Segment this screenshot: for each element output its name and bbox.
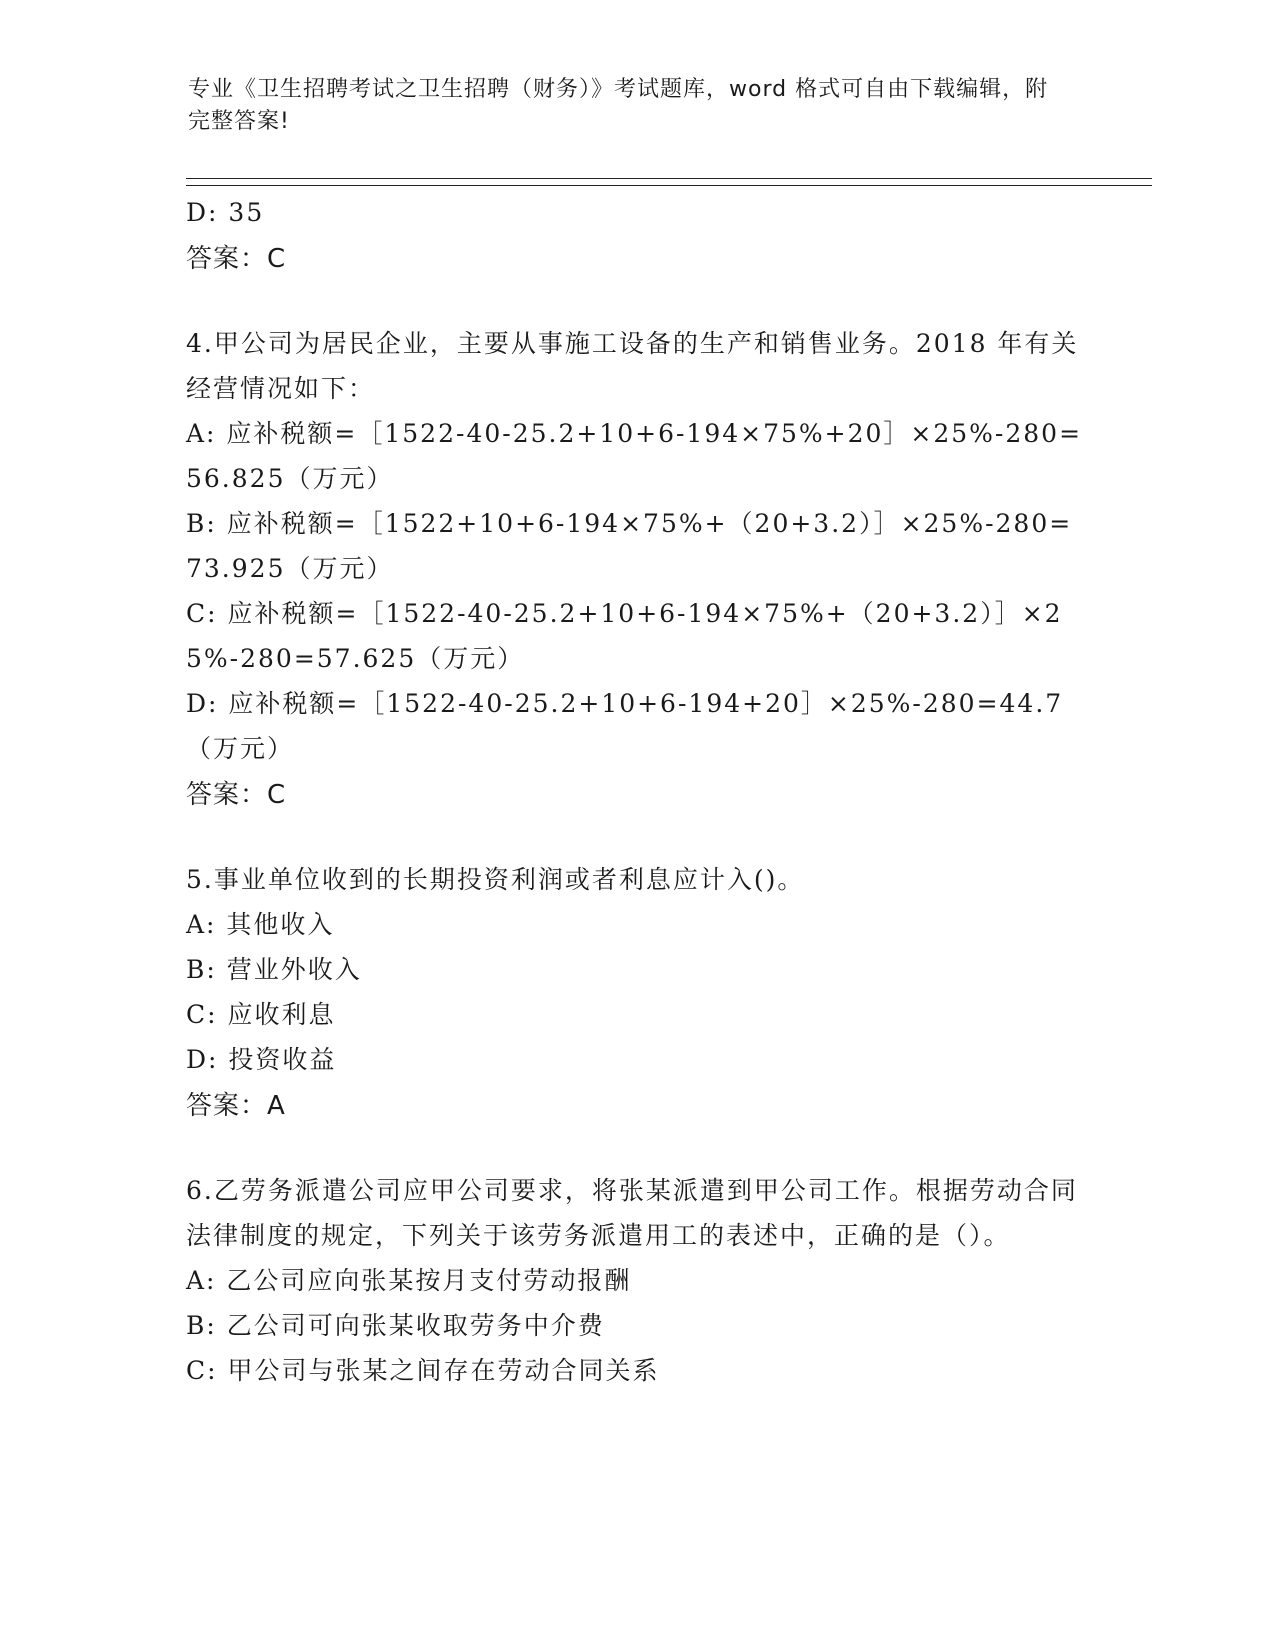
question-stem: 6.乙劳务派遣公司应甲公司要求，将张某派遣到甲公司工作。根据劳动合同法律制度的规定，下列关于该劳务派遣用工的表述中，正确的是（）。 [186, 1176, 1078, 1250]
question-stem: 4.甲公司为居民企业，主要从事施工设备的生产和销售业务。2018 年有关经营情况如下： [186, 329, 1079, 403]
prev-answer: 答案：C [186, 244, 287, 274]
option-a: A: 其他收入 [186, 910, 335, 939]
option-b: B: 营业外收入 [186, 955, 362, 984]
option-b: B: 应补税额=［1522+10+6-194×75%+（20+3.2）］×25%-280=73.925（万元） [186, 509, 1073, 583]
question-stem: 5.事业单位收到的长期投资利润或者利息应计入()。 [186, 865, 805, 894]
header-divider [186, 178, 1152, 186]
option-d: D: 投资收益 [186, 1045, 337, 1074]
option-c: C: 应收利息 [186, 1000, 336, 1029]
answer: 答案：A [186, 1091, 286, 1121]
option-d: D: 应补税额=［1522-40-25.2+10+6-194+20］×25%-280=44.7（万元） [186, 689, 1064, 763]
option-c: C: 应补税额=［1522-40-25.2+10+6-194×75%+（20+3.2）］×25%-280=57.625（万元） [186, 599, 1063, 673]
prev-option-d: D: 35 [186, 198, 265, 227]
document-body [186, 190, 1086, 1393]
question-4 [186, 321, 1086, 819]
option-b: B: 乙公司可向张某收取劳务中介费 [186, 1311, 605, 1340]
question-5 [186, 857, 1086, 1130]
question-6 [186, 1168, 1086, 1393]
option-a: A: 应补税额=［1522-40-25.2+10+6-194×75%+20］×25%-280=56.825（万元） [186, 419, 1083, 493]
answer: 答案：C [186, 780, 287, 810]
page-header: 专业《卫生招聘考试之卫生招聘（财务）》考试题库，word 格式可自由下载编辑，附完整答案! [188, 77, 1049, 134]
option-c: C: 甲公司与张某之间存在劳动合同关系 [186, 1356, 660, 1385]
option-a: A: 乙公司应向张某按月支付劳动报酬 [186, 1266, 632, 1295]
